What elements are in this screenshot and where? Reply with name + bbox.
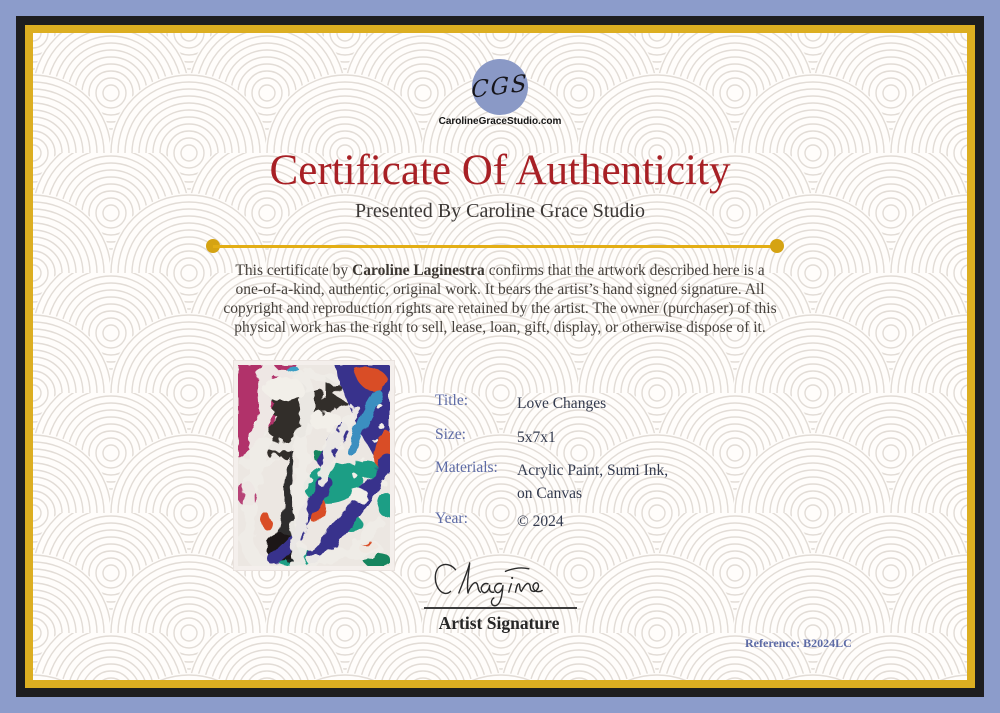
detail-value: Love Changes	[517, 395, 607, 412]
detail-row-title	[435, 392, 606, 415]
abstract-painting-image	[238, 365, 390, 566]
studio-logo	[472, 59, 528, 115]
artwork-photo	[233, 360, 395, 571]
black-frame-border	[16, 16, 984, 697]
logo-initials: CGS	[471, 70, 529, 104]
certificate-subtitle: Presented By Caroline Grace Studio	[355, 200, 645, 222]
statement-prefix: This certificate by	[235, 262, 353, 279]
certificate-title: Certificate Of Authenticity	[269, 147, 731, 194]
detail-label: Year:	[435, 510, 468, 527]
detail-value-line2: on Canvas	[517, 485, 583, 502]
detail-label: Size:	[435, 426, 466, 443]
artist-signature-script	[413, 558, 583, 608]
detail-row-size	[435, 426, 556, 449]
detail-row-year	[435, 510, 564, 533]
signature-label: Artist Signature	[438, 613, 560, 633]
detail-label: Title:	[435, 392, 469, 409]
divider-dot-right	[770, 239, 784, 253]
divider-line	[213, 245, 777, 248]
detail-row-materials	[435, 459, 668, 505]
artist-name: Caroline Laginestra	[352, 262, 485, 279]
logo-website-text: CarolineGraceStudio.com	[438, 116, 562, 127]
detail-label: Materials:	[435, 459, 498, 476]
detail-value	[517, 459, 668, 505]
authenticity-statement	[220, 261, 780, 337]
certificate-body	[33, 33, 967, 680]
signature-line	[424, 607, 577, 609]
detail-value-line1: Acrylic Paint, Sumi Ink,	[517, 462, 669, 479]
reference-text: Reference: B2024LC	[745, 636, 852, 650]
statement-body: confirms that the artwork described here is a one-of-a-kind, authentic, original work. It bears the artist’s hand signed signature. All copyright and reproduction rights are retained by the artist. The owner (purchaser) of this physical work has the right to sell, lease, loan, gift, display, or otherwise dispose of it.	[223, 262, 777, 336]
gold-frame-border	[25, 25, 975, 688]
detail-value: 5x7x1	[517, 429, 556, 446]
detail-value: © 2024	[517, 513, 564, 530]
